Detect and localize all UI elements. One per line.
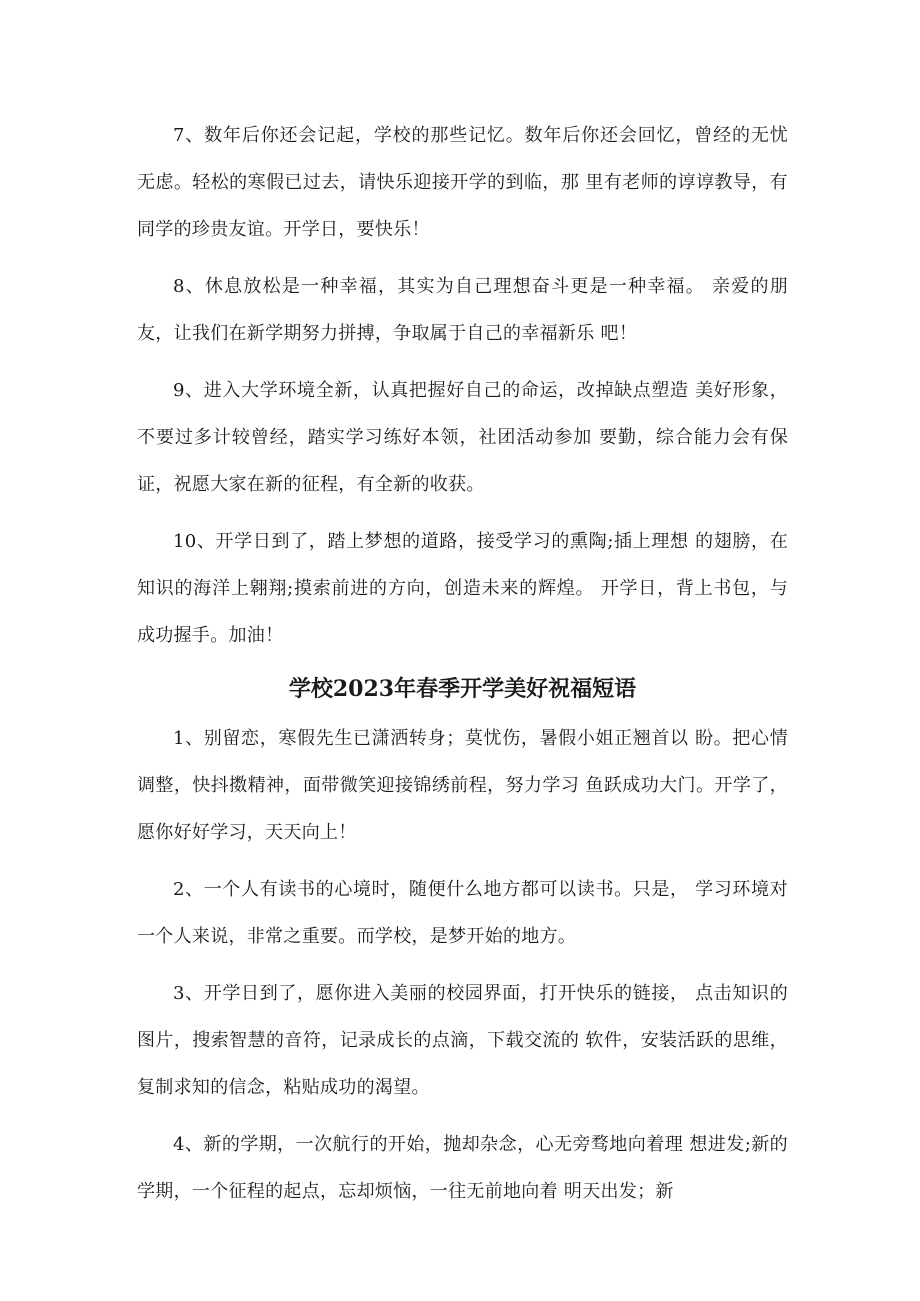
paragraph-10: 10、开学日到了，踏上梦想的道路，接受学习的熏陶;插上理想 的翅膀，在知识的海洋上翱翔;摸索前进的方向，创造未来的辉煌。 开学日，背上书包，与成功握手。加油！ bbox=[137, 531, 788, 646]
paragraph-8: 8、休息放松是一种幸福，其实为自己理想奋斗更是一种幸福。 亲爱的朋友，让我们在新学期努力拼搏，争取属于自己的幸福新乐 吧！ bbox=[137, 276, 788, 344]
section-heading: 学校2023年春季开学美好祝福短语 bbox=[288, 676, 637, 702]
document-body bbox=[137, 112, 788, 1225]
paragraph-9: 9、进入大学环境全新，认真把握好自己的命运，改掉缺点塑造 美好形象，不要过多计较曾经，踏实学习练好本领，社团活动参加 要勤，综合能力会有保证，祝愿大家在新的征程，有全新的收获。 bbox=[137, 380, 788, 495]
blessing-paragraph-3: 3、开学日到了，愿你进入美丽的校园界面，打开快乐的链接， 点击知识的图片，搜索智慧的音符，记录成长的点滴，下载交流的 软件，安装活跃的思维，复制求知的信念，粘贴成功的渴望。 bbox=[137, 983, 788, 1098]
blessing-paragraph-1: 1、别留恋，寒假先生已潇洒转身；莫忧伤，暑假小姐正翘首以 盼。把心情调整，快抖擞精神，面带微笑迎接锦绣前程，努力学习 鱼跃成功大门。开学了，愿你好好学习，天天向上！ bbox=[137, 728, 788, 843]
blessing-paragraph-4: 4、新的学期，一次航行的开始，抛却杂念，心无旁骛地向着理 想进发;新的学期，一个征程的起点，忘却烦恼，一往无前地向着 明天出发；新 bbox=[137, 1134, 788, 1202]
paragraph-7: 7、数年后你还会记起，学校的那些记忆。数年后你还会回忆，曾经的无忧无虑。轻松的寒假已过去，请快乐迎接开学的到临，那 里有老师的谆谆教导，有同学的珍贵友谊。开学日，要快乐！ bbox=[137, 125, 788, 240]
blessing-paragraph-2: 2、一个人有读书的心境时，随便什么地方都可以读书。只是， 学习环境对一个人来说，非常之重要。而学校，是梦开始的地方。 bbox=[137, 879, 788, 947]
